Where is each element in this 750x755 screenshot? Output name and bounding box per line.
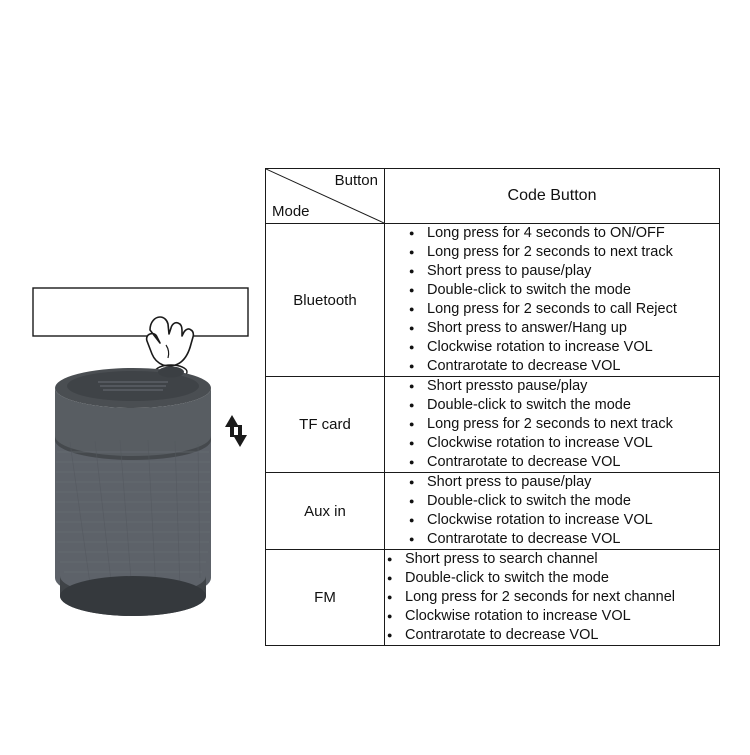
button-function-table	[265, 168, 720, 646]
functions-cell-tf-card	[385, 377, 720, 473]
list-item: ● Clockwise rotation to increase VOL	[385, 434, 719, 453]
table-row	[266, 550, 720, 646]
speaker-illustration-svg	[0, 0, 270, 750]
functions-cell-aux-in	[385, 473, 720, 550]
column-header-code-button: Code Button	[385, 169, 720, 224]
callout-box	[33, 288, 248, 336]
functions-cell-bluetooth	[385, 224, 720, 377]
list-item: ● Long press for 4 seconds to ON/OFF	[385, 224, 719, 243]
corner-label-mode: Mode	[272, 203, 310, 220]
list-item: ● Contrarotate to decrease VOL	[385, 357, 719, 376]
function-list	[385, 473, 719, 549]
speaker-illustration	[0, 0, 270, 750]
list-item: ● Contrarotate to decrease VOL	[385, 530, 719, 549]
rotation-arrows-icon	[225, 415, 247, 447]
function-list	[385, 224, 719, 376]
mode-cell-tf-card: TF card	[266, 377, 385, 473]
table-header-row	[266, 169, 720, 224]
code-button	[158, 367, 184, 378]
list-item: ● Short press to answer/Hang up	[385, 319, 719, 338]
list-item: ● Contrarotate to decrease VOL	[385, 453, 719, 472]
mode-cell-fm: FM	[266, 550, 385, 646]
table-row	[266, 377, 720, 473]
mode-cell-bluetooth: Bluetooth	[266, 224, 385, 377]
list-item: ● Short pressto pause/play	[385, 377, 719, 396]
list-item: ● Double-click to switch the mode	[385, 281, 719, 300]
list-item: ● Short press to search channel	[385, 550, 719, 569]
list-item: ● Double-click to switch the mode	[385, 492, 719, 511]
corner-header-cell	[266, 169, 385, 224]
list-item: ● Short press to pause/play	[385, 262, 719, 281]
list-item: ● Clockwise rotation to increase VOL	[385, 338, 719, 357]
list-item: ● Clockwise rotation to increase VOL	[385, 511, 719, 530]
table-row	[266, 473, 720, 550]
list-item: ● Long press for 2 seconds for next channel	[385, 588, 719, 607]
list-item: ● Contrarotate to decrease VOL	[385, 626, 719, 645]
corner-label-button: Button	[334, 172, 378, 189]
mode-cell-aux-in: Aux in	[266, 473, 385, 550]
table-row	[266, 224, 720, 377]
list-item: ● Double-click to switch the mode	[385, 569, 719, 588]
list-item: ● Long press for 2 seconds to next track	[385, 415, 719, 434]
function-list	[385, 550, 719, 645]
function-list	[385, 377, 719, 472]
list-item: ● Clockwise rotation to increase VOL	[385, 607, 719, 626]
list-item: ● Short press to pause/play	[385, 473, 719, 492]
list-item: ● Double-click to switch the mode	[385, 396, 719, 415]
list-item: ● Long press for 2 seconds to call Reject	[385, 300, 719, 319]
speaker-base	[60, 576, 206, 616]
functions-cell-fm	[385, 550, 720, 646]
list-item: ● Long press for 2 seconds to next track	[385, 243, 719, 262]
